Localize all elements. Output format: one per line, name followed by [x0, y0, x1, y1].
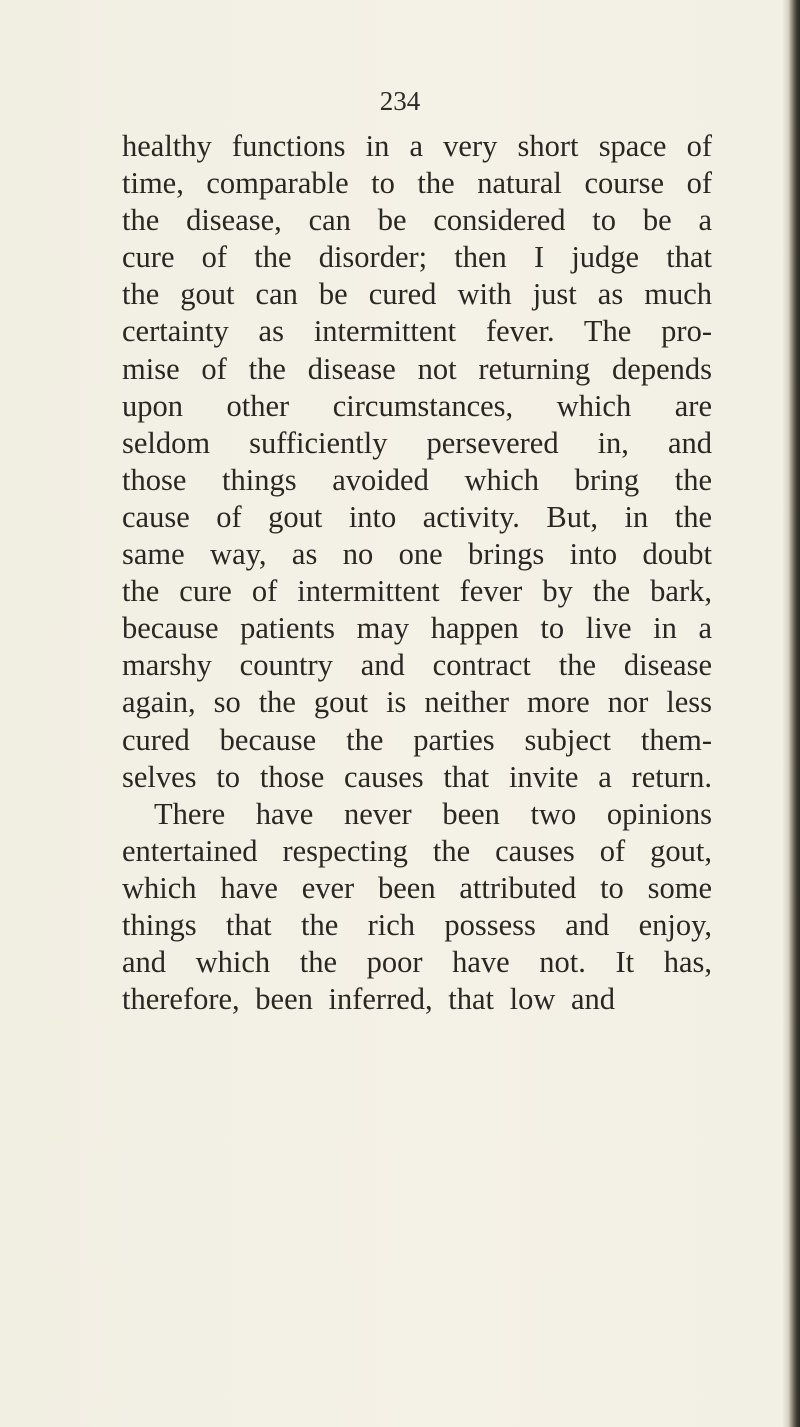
text-line: again, so the gout is neither more nor less: [122, 685, 712, 720]
page-text: [122, 128, 712, 1018]
text-line: time, comparable to the natural course of: [122, 166, 712, 201]
text-line: upon other circumstances, which are: [122, 388, 712, 423]
text-line: same way, as no one brings into doubt: [122, 537, 712, 572]
page-number: 234: [379, 86, 421, 116]
page-edge-shadow: [782, 0, 800, 1427]
text-line: seldom sufficiently persevered in, and: [122, 425, 712, 460]
text-line: and which the poor have not. It has,: [122, 945, 712, 980]
text-line: which have ever been attributed to some: [122, 870, 712, 905]
text-line: cure of the disorder; then I judge that: [122, 240, 712, 275]
text-line: entertained respecting the causes of gout,: [122, 833, 712, 868]
text-line: There have never been two opinions: [154, 796, 712, 831]
text-line: selves to those causes that invite a return.: [122, 759, 712, 794]
text-line: mise of the disease not returning depends: [122, 351, 712, 386]
text-line: those things avoided which bring the: [122, 462, 712, 497]
text-line: therefore, been inferred, that low and: [122, 982, 616, 1017]
text-line: cause of gout into activity. But, in the: [122, 499, 712, 534]
text-line: things that the rich possess and enjoy,: [122, 907, 712, 942]
text-line: the cure of intermittent fever by the bark,: [122, 574, 712, 609]
text-line: healthy functions in a very short space of: [122, 129, 712, 163]
text-line: the disease, can be considered to be a: [122, 203, 712, 238]
text-line: certainty as intermittent fever. The pro-: [122, 314, 712, 349]
text-line: cured because the parties subject them-: [122, 722, 712, 757]
text-line: because patients may happen to live in a: [122, 611, 712, 646]
text-line: the gout can be cured with just as much: [122, 277, 712, 312]
text-line: marshy country and contract the disease: [122, 648, 712, 683]
